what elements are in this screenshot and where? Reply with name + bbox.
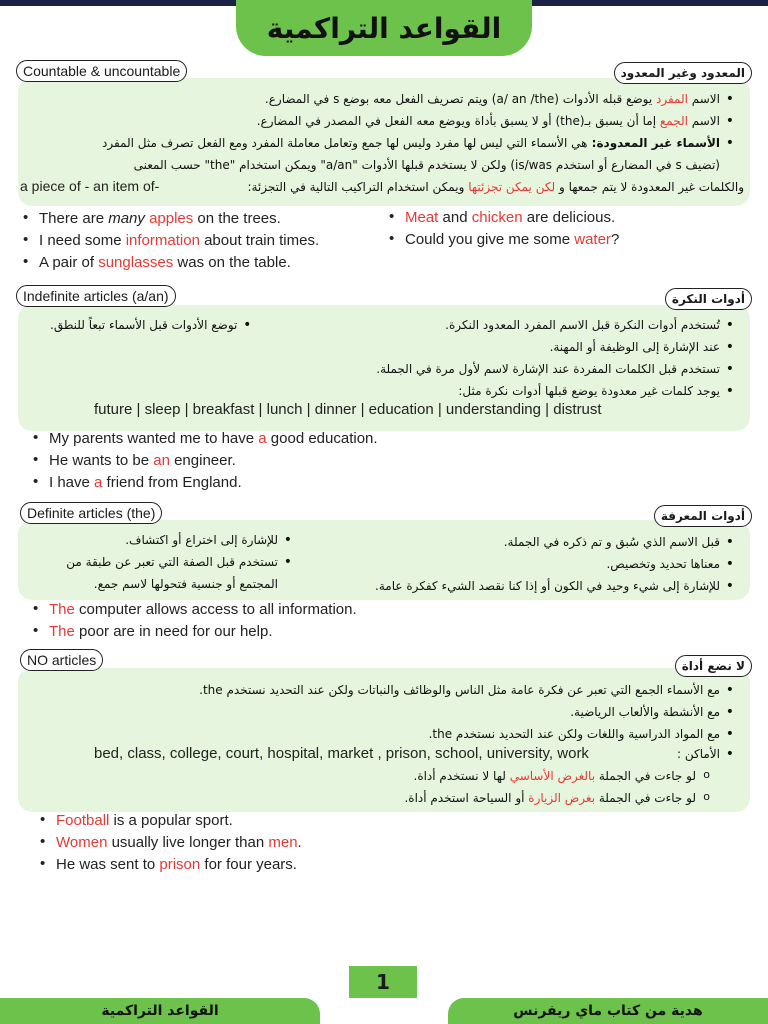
example-apples: • There are many apples on the trees. — [39, 210, 281, 227]
footer-left-text: القواعد التراكمية — [101, 1003, 219, 1019]
example-computer: • The computer allows access to all information. — [49, 601, 357, 618]
example-prison: • He was sent to prison for four years. — [56, 856, 297, 873]
section-label-countable: Countable & uncountable — [16, 60, 187, 82]
page-title: القواعد التراكمية — [266, 11, 502, 45]
rule-uncountable-cont: (تضيف s في المضارع أو استخدم is/was) ولكن لا يستخدم قبلها الأدوات "a/an" ويمكن استخدام "the" حسب المعنى — [133, 158, 720, 172]
example-women: • Women usually live longer than men. — [56, 834, 302, 851]
rule-singular: • الاسم المفرد يوضع قبله الأدوات (a/ an /the) ويتم تصريف الفعل معه بوضع s في المضارع. — [265, 92, 720, 106]
footer-right-text: هدية من كتاب ماي ريفرنس — [513, 1003, 703, 1019]
section-label-definite: Definite articles (the) — [20, 502, 162, 524]
rule-partitive: والكلمات غير المعدودة لا يتم جمعها و لكن يمكن تجزئتها ويمكن استخدام التراكيب التالية في التجزئة: — [247, 180, 744, 194]
example-football: • Football is a popular sport. — [56, 812, 233, 829]
no-art-rule-2: • مع الأنشطة والألعاب الرياضية. — [570, 705, 720, 719]
indef-rule-pronunciation: • توضع الأدوات قبل الأسماء تبعاً للنطق. — [50, 318, 237, 332]
places-sub-rule-1: o لو جاءت في الجملة بالغرض الأساسي لها لا نستخدم أداة. — [414, 769, 697, 783]
def-rule-adjective: • تستخدم قبل الصفة التي تعبر عن طبقة من — [42, 555, 278, 569]
uncountable-word-list: future | sleep | breakfast | lunch | dinner | education | understanding | distrust — [94, 401, 602, 418]
def-rule-1: • قبل الاسم الذي سُبق و تم ذكره في الجملة. — [504, 535, 720, 549]
footer-left — [0, 998, 320, 1024]
section-label-indefinite-ar: أدوات النكرة — [665, 288, 752, 310]
def-rule-invention: • للإشارة إلى اختراع أو اكتشاف. — [42, 533, 278, 547]
example-engineer: • He wants to be an engineer. — [49, 452, 236, 469]
example-poor: • The poor are in need for our help. — [49, 623, 273, 640]
page-number: 1 — [349, 966, 417, 998]
indef-rule-3: • تستخدم قبل الكلمات المفردة عند الإشارة لاسم لأول مرة في الجملة. — [376, 362, 720, 376]
partitive-phrases: a piece of - an item of- — [20, 178, 160, 194]
rule-plural: • الاسم الجمع إما أن يسبق بـ(the) أو لا يسبق بأداة ويوضع معه الفعل في المصدر في المضارع. — [257, 114, 720, 128]
section-label-countable-ar: المعدود وغير المعدود — [614, 62, 752, 84]
indef-rule-1: • تُستخدم أدوات النكرة قبل الاسم المفرد المعدود النكرة. — [445, 318, 720, 332]
footer-right — [448, 998, 768, 1024]
def-rule-adjective-cont: المجتمع أو جنسية فتحولها لاسم جمع. — [93, 577, 278, 591]
section-label-no-articles-ar: لا نضع أداة — [675, 655, 752, 677]
example-information: • I need some information about train times. — [39, 232, 319, 249]
section-label-no-articles: NO articles — [20, 649, 103, 671]
rule-uncountable: • الأسماء غير المعدودة: هي الأسماء التي ليس لها مفرد وليس لها جمع وتعامل معاملة المفرد ومع الفعل تصرف مثل المفرد — [102, 136, 720, 150]
example-water: • Could you give me some water? — [405, 231, 619, 248]
page-title-tab — [236, 0, 532, 56]
no-art-rule-1: • مع الأسماء الجمع التي تعبر عن فكرة عامة مثل الناس والوظائف والنباتات ولكن عند التحديد نستخدم the. — [199, 683, 720, 697]
example-friend: • I have a friend from England. — [49, 474, 242, 491]
def-rule-3: • للإشارة إلى شيء وحيد في الكون أو إذا كنا نقصد الشيء كفكرة عامة. — [375, 579, 720, 593]
indef-rule-2: • عند الإشارة إلى الوظيفة أو المهنة. — [550, 340, 720, 354]
section-label-indefinite: Indefinite articles (a/an) — [16, 285, 176, 307]
example-sunglasses: • A pair of sunglasses was on the table. — [39, 254, 291, 271]
section-label-definite-ar: أدوات المعرفة — [654, 505, 752, 527]
places-word-list: bed, class, college, court, hospital, market , prison, school, university, work — [94, 745, 589, 762]
example-education: • My parents wanted me to have a good education. — [49, 430, 378, 447]
example-meat: • Meat and chicken are delicious. — [405, 209, 615, 226]
no-art-rule-3: • مع المواد الدراسية واللغات ولكن عند التحديد نستخدم the. — [429, 727, 720, 741]
places-sub-rule-2: o لو جاءت في الجملة بغرض الزيارة أو السياحة استخدم أداة. — [404, 791, 696, 805]
indef-rule-4: • يوجد كلمات غير معدودة يوضع قبلها أدوات نكرة مثل: — [458, 384, 720, 398]
no-art-places-label: • الأماكن : — [677, 747, 720, 761]
def-rule-2: • معناها تحديد وتخصيص. — [606, 557, 720, 571]
